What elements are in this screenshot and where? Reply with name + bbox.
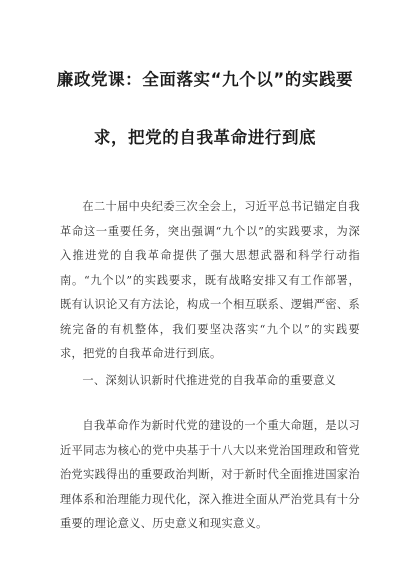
body-paragraph-1: 在二十届中央纪委三次全会上，习近平总书记锚定自我革命这一重要任务，突出强调“九个以”的实践要求，为深入推进党的自我革命提供了强大思想武器和科学行动指南。“九个以”的实践要求，既有战略安排又有工作部署，既有认识论又有方法论，构成一个相互联系、逻辑严密、系统完备的有机整体，我们要坚决落实“九个以”的实践要求，把党的自我革命进行到底。 xyxy=(60,200,360,360)
body-paragraph-2: 自我革命作为新时代党的建设的一个重大命题，是以习近平同志为核心的党中央基于十八大以来党治国理政和管党治党实践得出的重要政治判断，对于新时代全面推进国家治理体系和治理能力现代化，深入推进全面从严治党具有十分重要的理论意义、历史意义和现实意义。 xyxy=(60,419,360,530)
section-heading: 一、深刻认识新时代推进党的自我革命的重要意义 xyxy=(82,374,337,387)
document-title-line-2: 求，把党的自我革命进行到底 xyxy=(93,128,317,147)
document-title-line-1: 廉政党课：全面落实“九个以”的实践要 xyxy=(56,70,354,89)
